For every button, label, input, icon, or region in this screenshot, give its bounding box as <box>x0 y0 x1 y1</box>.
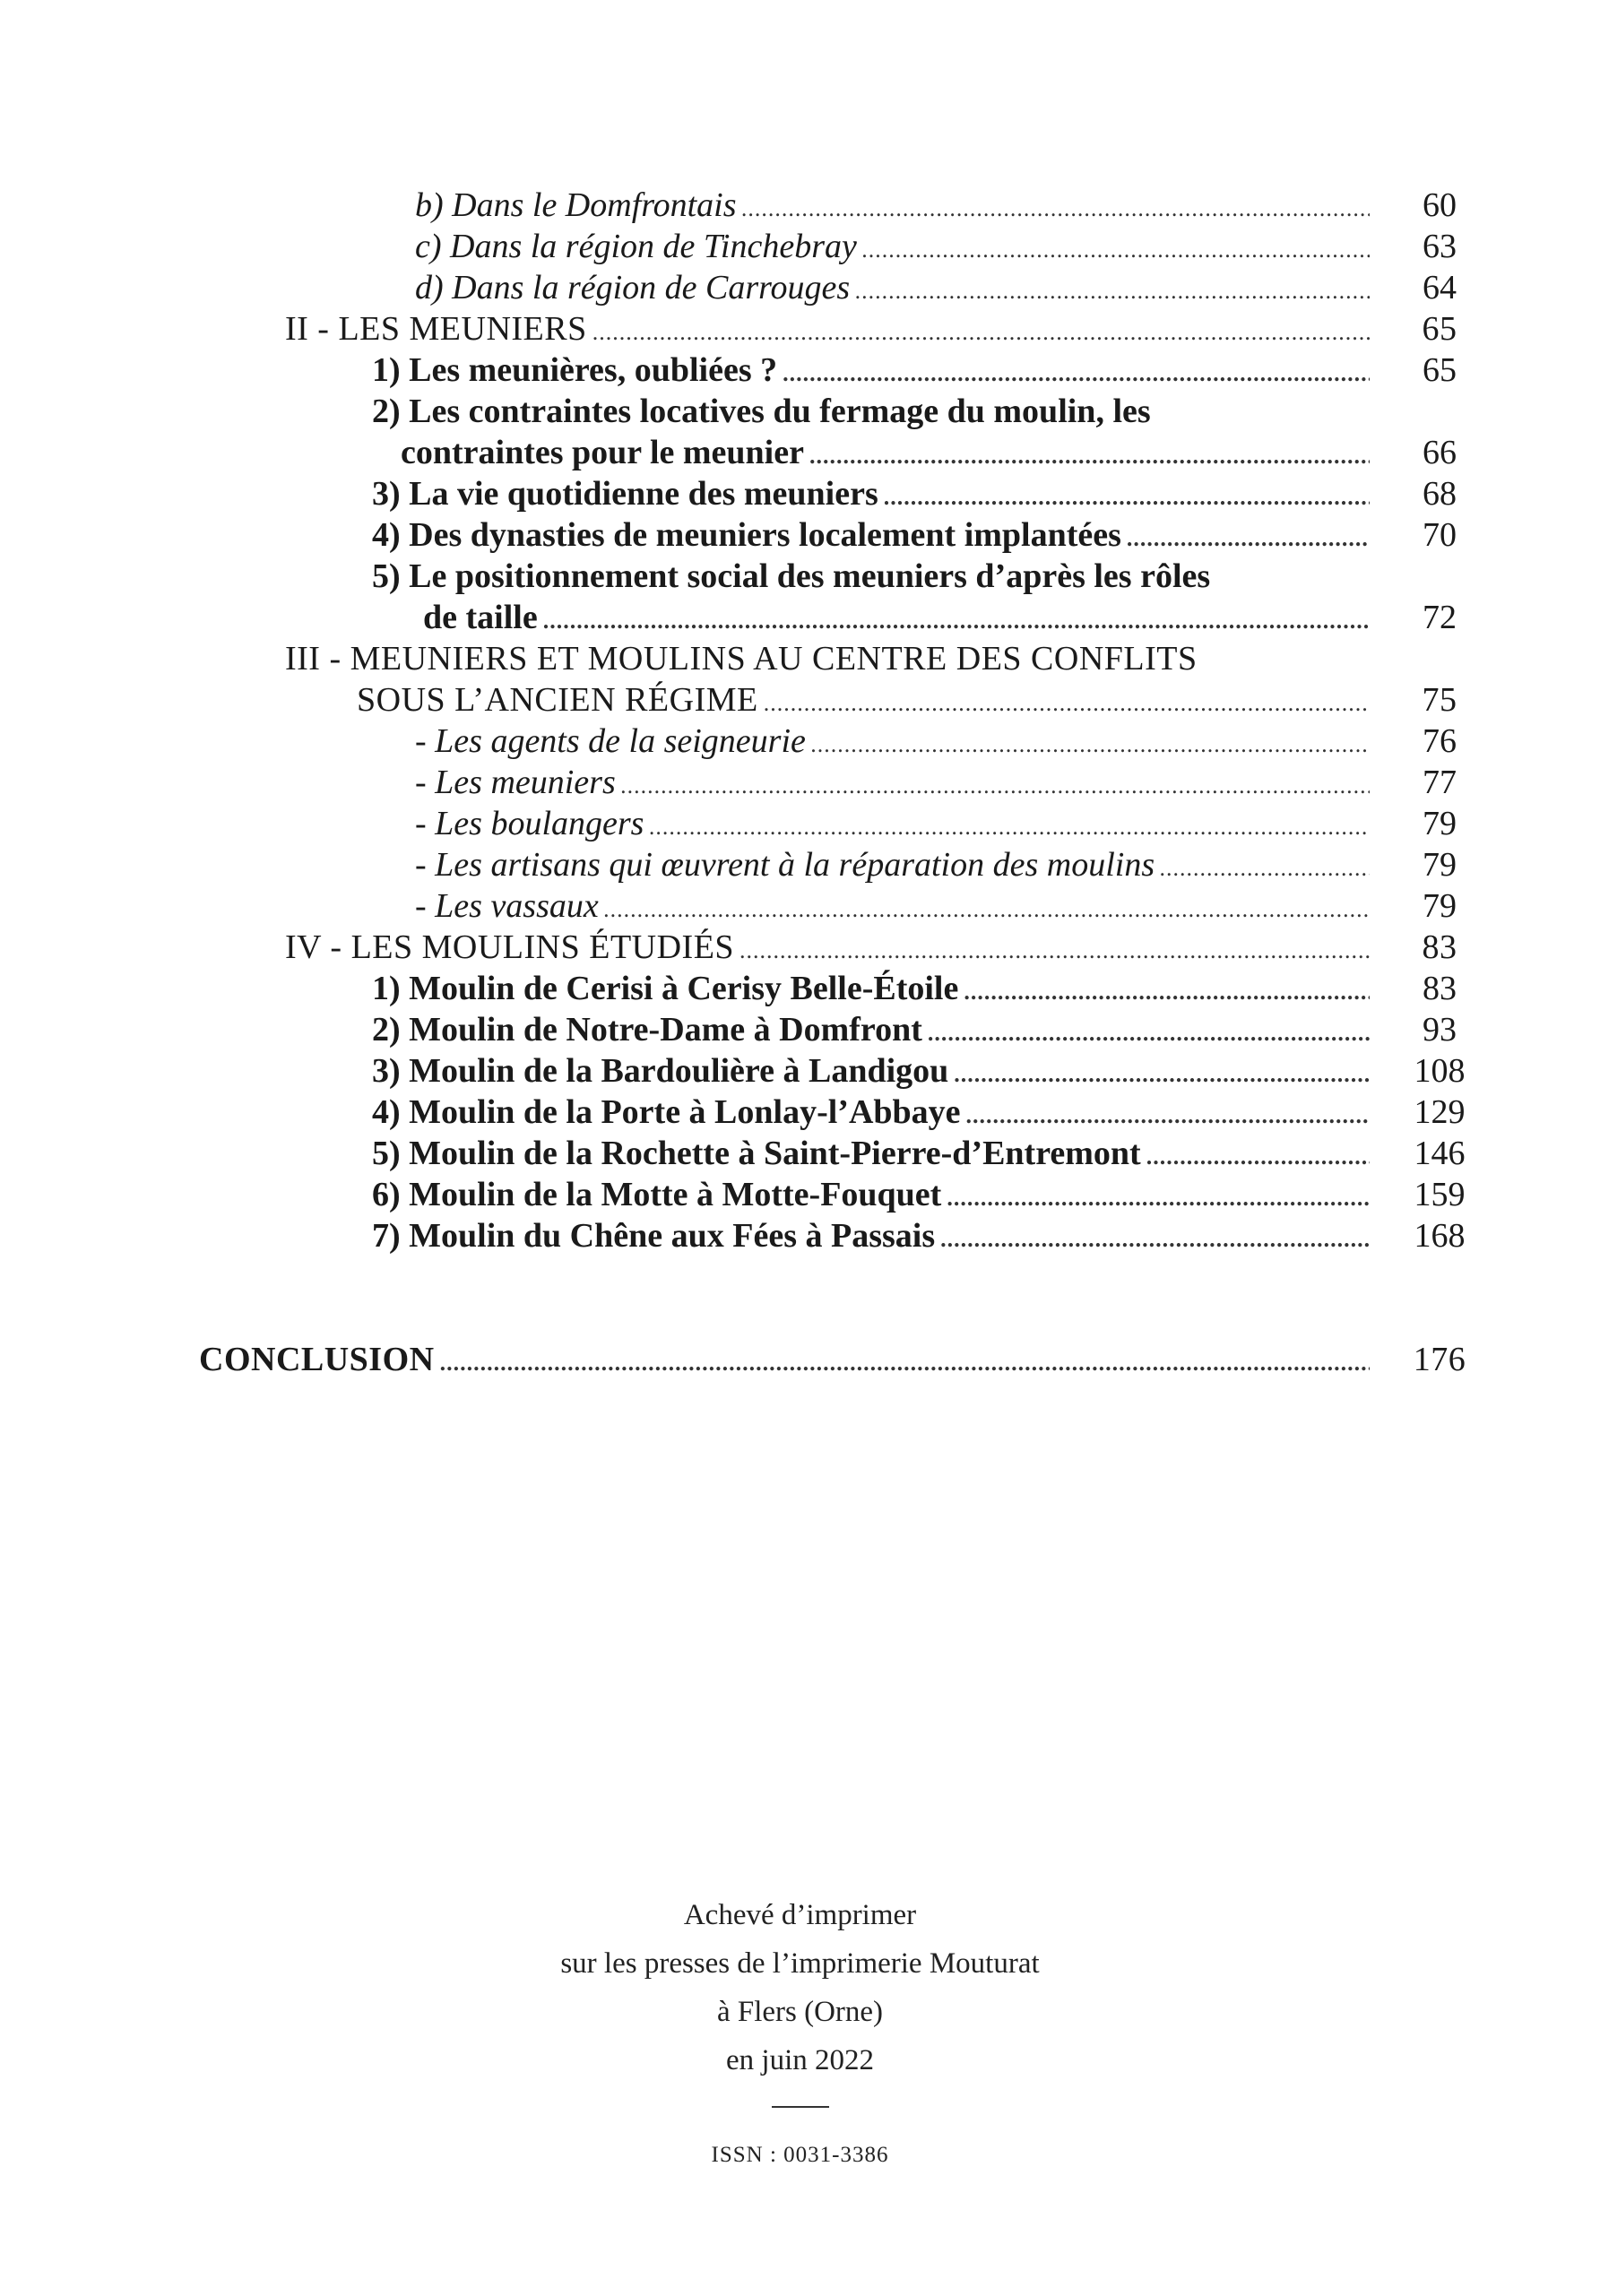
toc-entry-page: 68 <box>1423 475 1457 513</box>
toc-entry-label: d) Dans la région de Carrouges <box>415 269 851 306</box>
toc-entry-label: - Les artisans qui œuvrent à la réparation des moulins <box>415 846 1155 884</box>
dot-leader <box>1127 518 1370 559</box>
toc-entry-label: 4) Des dynasties de meuniers localement implantées <box>372 516 1121 554</box>
colophon-line: sur les presses de l’imprimerie Mouturat <box>560 1947 1040 1980</box>
divider <box>772 2106 829 2108</box>
dot-leader <box>855 271 1370 312</box>
toc-entry-page: 60 <box>1423 186 1457 224</box>
dot-leader <box>1146 1136 1370 1178</box>
toc-entry-label: SOUS L’ANCIEN RÉGIME <box>357 681 758 719</box>
toc-entry-label: 5) Moulin de la Rochette à Saint-Pierre-d’Entremont <box>372 1135 1141 1172</box>
toc-entry-page: 159 <box>1414 1176 1466 1213</box>
toc-entry <box>415 844 1457 889</box>
toc-entry <box>372 1133 1466 1178</box>
dot-leader <box>940 1219 1370 1260</box>
colophon-line: en juin 2022 <box>726 2044 874 2076</box>
toc-entry <box>415 721 1457 765</box>
toc-entry-page: 70 <box>1423 516 1457 554</box>
toc-entry-label: 1) Les meunières, oubliées ? <box>372 351 778 389</box>
toc-entry-label: 3) La vie quotidienne des meuniers <box>372 475 878 513</box>
toc-entry <box>372 1215 1466 1260</box>
toc-entry <box>415 762 1457 807</box>
toc-entry-label: - Les boulangers <box>415 805 644 842</box>
toc-entry <box>415 803 1457 848</box>
toc-entry <box>372 1009 1457 1054</box>
toc-entry-page: 129 <box>1414 1093 1466 1131</box>
toc-section <box>357 679 1457 724</box>
toc-entry-page: 93 <box>1423 1011 1457 1049</box>
dot-leader <box>783 353 1370 394</box>
toc-entry <box>372 968 1457 1013</box>
toc-conclusion-label: CONCLUSION <box>199 1341 435 1378</box>
dot-leader <box>947 1178 1370 1219</box>
toc-entry-page: 108 <box>1414 1052 1466 1090</box>
dot-leader <box>621 765 1370 807</box>
dot-leader <box>592 312 1370 353</box>
issn: ISSN : 0031-3386 <box>711 2143 889 2167</box>
toc-entry <box>372 1174 1466 1219</box>
toc-entry <box>372 1050 1466 1095</box>
dot-leader <box>862 229 1370 271</box>
dot-leader <box>1160 848 1370 889</box>
toc-section <box>285 927 1457 971</box>
toc-entry-page: 63 <box>1423 228 1457 265</box>
toc-entry-label: IV - LES MOULINS ÉTUDIÉS <box>285 928 735 966</box>
toc-entry-label: 1) Moulin de Cerisi à Cerisy Belle-Étoile <box>372 970 959 1007</box>
toc-entry-label: - Les meuniers <box>415 764 616 801</box>
toc-entry-page: 65 <box>1423 351 1457 389</box>
toc-entry-label: 4) Moulin de la Porte à Lonlay-l’Abbaye <box>372 1093 961 1131</box>
colophon-line: à Flers (Orne) <box>716 1996 884 2028</box>
toc-entry-label: contraintes pour le meunier <box>401 434 804 471</box>
dot-leader <box>954 1054 1370 1095</box>
colophon-line: Achevé d’imprimer <box>683 1899 917 1931</box>
dot-leader <box>604 889 1370 930</box>
toc-entry-label: II - LES MEUNIERS <box>285 310 587 348</box>
toc-entry <box>415 226 1457 271</box>
dot-leader <box>811 724 1370 765</box>
dot-leader <box>884 477 1370 518</box>
toc-entry-page: 168 <box>1414 1217 1466 1255</box>
dot-leader <box>440 1342 1370 1384</box>
toc-entry <box>372 1092 1466 1136</box>
toc-entry-page: 65 <box>1422 310 1457 348</box>
toc-entry-label: - Les vassaux <box>415 887 599 925</box>
toc-entry-page: 75 <box>1422 681 1457 719</box>
toc-entry-page: 79 <box>1423 846 1457 884</box>
toc-entry <box>415 885 1457 930</box>
toc-entry <box>415 267 1457 312</box>
dot-leader <box>964 971 1370 1013</box>
toc-section <box>285 308 1457 353</box>
toc-entry-label: b) Dans le Domfrontais <box>415 186 737 224</box>
toc-entry <box>372 514 1457 559</box>
toc-entry-label: 2) Moulin de Notre-Dame à Domfront <box>372 1011 922 1049</box>
toc-entry-page: 77 <box>1423 764 1457 801</box>
toc-entry <box>372 473 1457 518</box>
toc-entry-page: 83 <box>1423 970 1457 1007</box>
toc-entry-page: 79 <box>1423 887 1457 925</box>
dot-leader <box>809 436 1370 477</box>
dot-leader <box>649 807 1370 848</box>
toc-entry <box>372 350 1457 394</box>
toc-entry <box>415 185 1457 229</box>
dot-leader <box>928 1013 1370 1054</box>
toc-entry-page: 66 <box>1423 434 1457 471</box>
toc-conclusion-page: 176 <box>1413 1341 1466 1378</box>
toc-entry-label: 3) Moulin de la Bardoulière à Landigou <box>372 1052 949 1090</box>
toc-entry-page: 83 <box>1422 928 1457 966</box>
toc-entry-label: de taille <box>423 599 538 636</box>
dot-leader <box>764 683 1370 724</box>
toc-entry <box>423 597 1457 642</box>
toc-entry-label: 6) Moulin de la Motte à Motte-Fouquet <box>372 1176 942 1213</box>
toc-entry-label-line1: 5) Le positionnement social des meuniers d’après les rôles <box>372 557 1211 595</box>
dot-leader <box>739 930 1370 971</box>
toc-conclusion <box>199 1339 1466 1384</box>
toc-entry-label: c) Dans la région de Tinchebray <box>415 228 857 265</box>
dot-leader <box>966 1095 1370 1136</box>
dot-leader <box>543 600 1370 642</box>
colophon <box>0 1891 1600 2179</box>
toc-entry-page: 64 <box>1423 269 1457 306</box>
toc-entry-page: 76 <box>1423 722 1457 760</box>
toc-entry-page: 79 <box>1423 805 1457 842</box>
toc-entry-label-line1: 2) Les contraintes locatives du fermage du moulin, les <box>372 393 1151 430</box>
toc-entry-label: - Les agents de la seigneurie <box>415 722 806 760</box>
dot-leader <box>742 188 1370 229</box>
toc-entry-label: 7) Moulin du Chêne aux Fées à Passais <box>372 1217 936 1255</box>
toc-entry <box>401 432 1457 477</box>
toc-entry-page: 146 <box>1414 1135 1466 1172</box>
toc-section-line1: III - MEUNIERS ET MOULINS AU CENTRE DES CONFLITS <box>285 640 1198 678</box>
toc-entry-page: 72 <box>1423 599 1457 636</box>
